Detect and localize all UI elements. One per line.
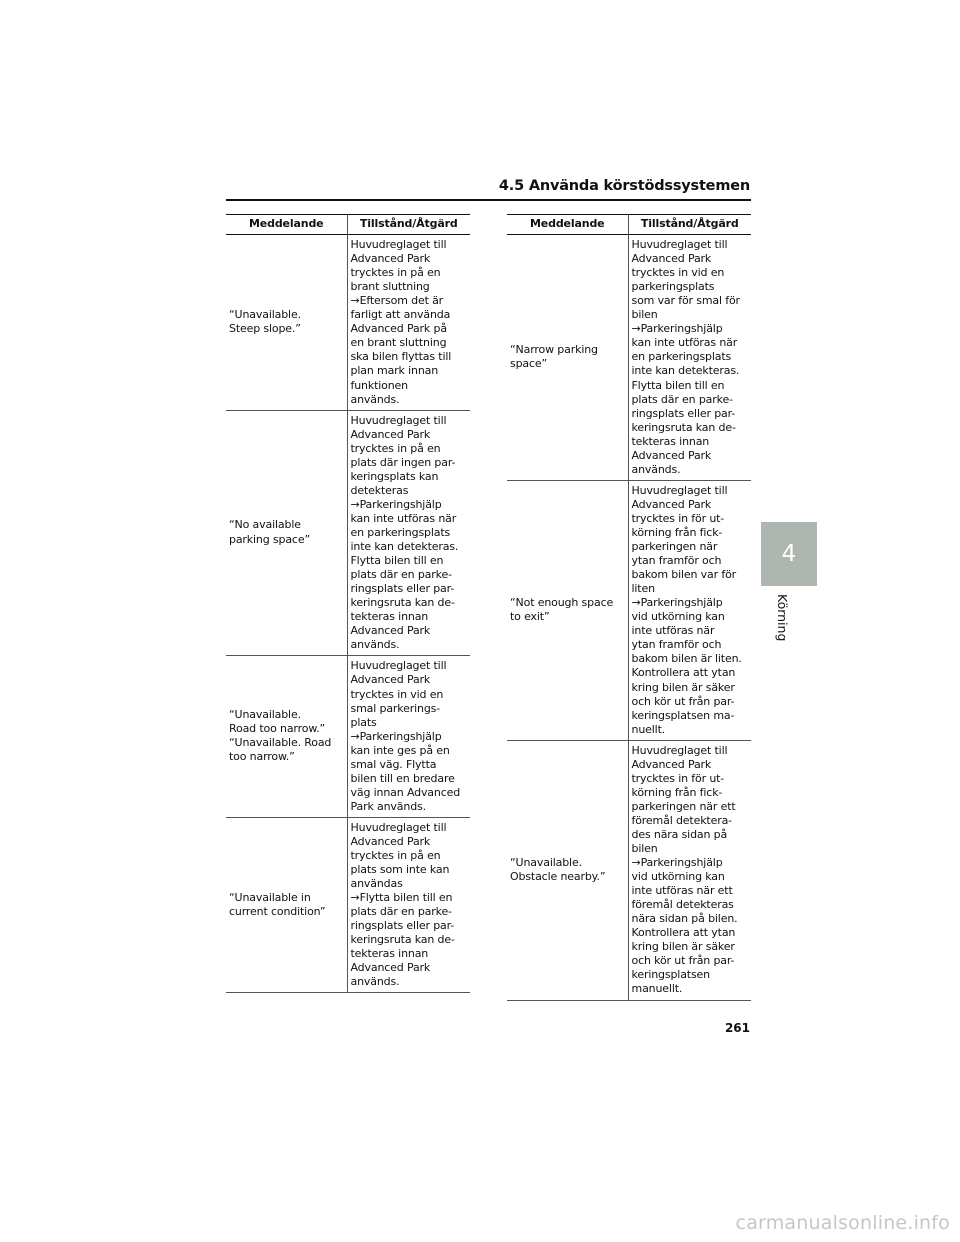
action-cell: Huvudreglaget till Advanced Park trycktes in på en plats som inte kan användas →Flytta bilen till en plats där en parke- ringsplats eller par- keringsruta kan de- tekteras innan Advanced Park används.: [347, 817, 470, 993]
page-number: 261: [724, 1021, 750, 1035]
watermark-text: carmanualsonline.info: [735, 1212, 950, 1234]
chapter-label: Körning: [775, 594, 790, 642]
column-header-message: Meddelande: [507, 215, 628, 235]
table-row: [226, 656, 470, 818]
table-row: [507, 235, 751, 481]
message-table-right: [507, 214, 751, 1001]
table-row: [507, 740, 751, 1000]
message-cell: “No available parking space”: [226, 410, 347, 656]
action-cell: Huvudreglaget till Advanced Park trycktes in för ut- körning från fick- parkeringen när ett föremål detektera- des nära sidan på bilen →Parkeringshjälp vid utkörning kan inte utföras när ett föremål detekteras nära sidan på bilen. Kontrollera att ytan kring bilen är säker och kör ut från par- keringsplatsen manuellt.: [628, 740, 751, 1000]
table-row: [226, 235, 470, 411]
column-header-action: Tillstånd/Åtgärd: [347, 215, 470, 235]
message-cell: “Narrow parking space”: [507, 235, 628, 481]
action-cell: Huvudreglaget till Advanced Park trycktes in vid en smal parkerings- plats →Parkeringshjälp kan inte ges på en smal väg. Flytta bilen till en bredare väg innan Advanced Park används.: [347, 656, 470, 818]
table-row: [507, 480, 751, 740]
message-cell: “Unavailable. Road too narrow.” “Unavailable. Road too narrow.”: [226, 656, 347, 818]
action-cell: Huvudreglaget till Advanced Park trycktes in på en plats där ingen par- keringsplats kan detekteras →Parkeringshjälp kan inte utföras när en parkeringsplats inte kan detekteras. Flytta bilen till en plats där en parke- ringsplats eller par- keringsruta kan de- tekteras innan Advanced Park används.: [347, 410, 470, 656]
chapter-number: 4: [781, 541, 797, 567]
table-header-row: [226, 215, 470, 235]
message-cell: “Not enough space to exit”: [507, 480, 628, 740]
message-table-left: [226, 214, 470, 993]
table-row: [226, 817, 470, 993]
section-title: 4.5 Använda körstödssystemen: [498, 178, 750, 194]
message-cell: “Unavailable. Obstacle nearby.”: [507, 740, 628, 1000]
chapter-tab: [761, 522, 817, 586]
column-header-message: Meddelande: [226, 215, 347, 235]
action-cell: Huvudreglaget till Advanced Park trycktes in vid en parkeringsplats som var för smal för bilen →Parkeringshjälp kan inte utföras när en parkeringsplats inte kan detekteras. Flytta bilen till en plats där en parke- ringsplats eller par- keringsruta kan de- tekteras innan Advanced Park används.: [628, 235, 751, 481]
header-rule: [226, 199, 751, 201]
message-cell: “Unavailable. Steep slope.”: [226, 235, 347, 411]
message-cell: “Unavailable in current condition”: [226, 817, 347, 993]
table-row: [226, 410, 470, 656]
action-cell: Huvudreglaget till Advanced Park trycktes in för ut- körning från fick- parkeringen när ytan framför och bakom bilen var för liten →Parkeringshjälp vid utkörning kan inte utföras när ytan framför och bakom bilen är liten. Kontrollera att ytan kring bilen är säker och kör ut från par- keringsplatsen ma- nuellt.: [628, 480, 751, 740]
table-header-row: [507, 215, 751, 235]
action-cell: Huvudreglaget till Advanced Park trycktes in på en brant sluttning →Eftersom det är farligt att använda Advanced Park på en brant sluttning ska bilen flyttas till plan mark innan funktionen används.: [347, 235, 470, 411]
column-header-action: Tillstånd/Åtgärd: [628, 215, 751, 235]
